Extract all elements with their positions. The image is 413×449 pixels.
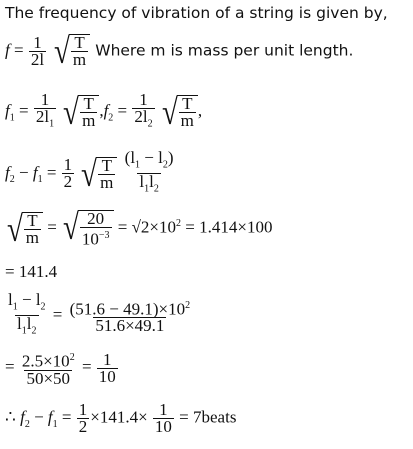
where-note: Where m is mass per unit length. [95,41,354,60]
ratio-simplification: = $\frac{2.5\times 10^2}{50\times 50}$ = $\frac{1}{10}$ [5,349,116,388]
intro-text: The frequency of vibration of a string is given by, [5,4,388,22]
frequency-definition: f = $\frac{1}{2l}$ √ $\frac{T}{m}$ Where m is mass per unit length. [5,31,354,71]
sqrt-calculation: √ $\frac{T}{m}$ = √ $\frac{20}{10^{-3}}$ = $√2\times 10^2 = 1.414\times 100$ [6,207,273,249]
f1-f2-equations: $f_1$ = $\frac{1}{2l_1}$ √ $\frac{T}{m}$ $,f_2$ = $\frac{1}{2l_2}$ √ $\frac{T}{m}$ , [5,90,203,133]
final-answer: ∴ $f_2 - f_1$ = $\frac{1}{2}$ ×141.4× $\frac{1}{10}$ = 7beats [5,400,237,436]
sqrt-value: = 141.4 [5,262,58,281]
length-ratio-equation: $\frac{l_1 - l_2}{l_1l_2}$ = $\frac{(51.6 - 49.1)\times 10^2}{51.6\times 49.1}$ [5,292,193,340]
frequency-difference-equation: $f_2 - f_1$ = $\frac{1}{2}$ √ $\frac{T}{m}$ $\frac{(l_1 - l_2)}{l_1l_2}$ [5,150,177,198]
